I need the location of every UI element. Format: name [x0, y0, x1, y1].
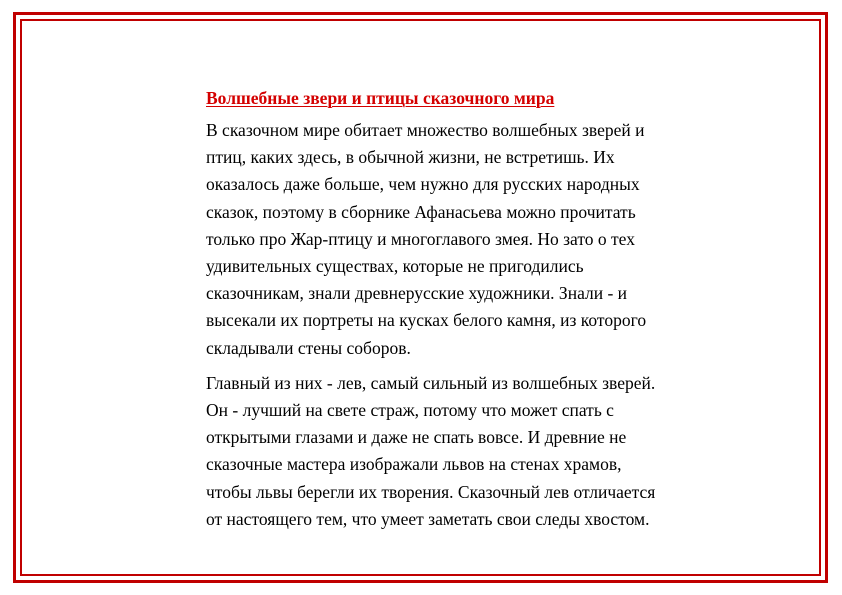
- text-line: только про Жар-птицу и многоглавого змея. Но зато о тех: [206, 228, 635, 249]
- text-line: сказочные мастера изображали львов на стенах храмов,: [206, 454, 622, 475]
- paragraph-1: [206, 117, 736, 362]
- text-line: сказочникам, знали древнерусские художники. Знали - и: [206, 283, 628, 304]
- text-line: сказок, поэтому в сборнике Афанасьева можно прочитать: [206, 201, 636, 222]
- paragraph-2: [206, 370, 736, 533]
- text-line: В сказочном мире обитает множество волшебных зверей и: [206, 120, 645, 140]
- text-content: [206, 85, 736, 541]
- text-line: оказалось даже больше, чем нужно для русских народных: [206, 174, 640, 195]
- text-line: чтобы львы берегли их творения. Сказочный лев отличается: [206, 481, 656, 502]
- text-line: от настоящего тем, что умеет заметать свои следы хвостом.: [206, 508, 650, 529]
- text-line: Главный из них - лев, самый сильный из волшебных зверей.: [206, 372, 656, 393]
- text-line: Он - лучший на свете страж, потому что может спать с: [206, 400, 614, 421]
- text-line: удивительных существах, которые не пригодились: [206, 256, 584, 277]
- text-line: открытыми глазами и даже не спать вовсе. И древние не: [206, 427, 627, 448]
- text-line: складывали стены соборов.: [206, 337, 411, 358]
- text-line: птиц, каких здесь, в обычной жизни, не встретишь. Их: [206, 147, 615, 168]
- page-title: Волшебные звери и птицы сказочного мира: [206, 88, 555, 108]
- text-line: высекали их портреты на кусках белого камня, из которого: [206, 310, 647, 331]
